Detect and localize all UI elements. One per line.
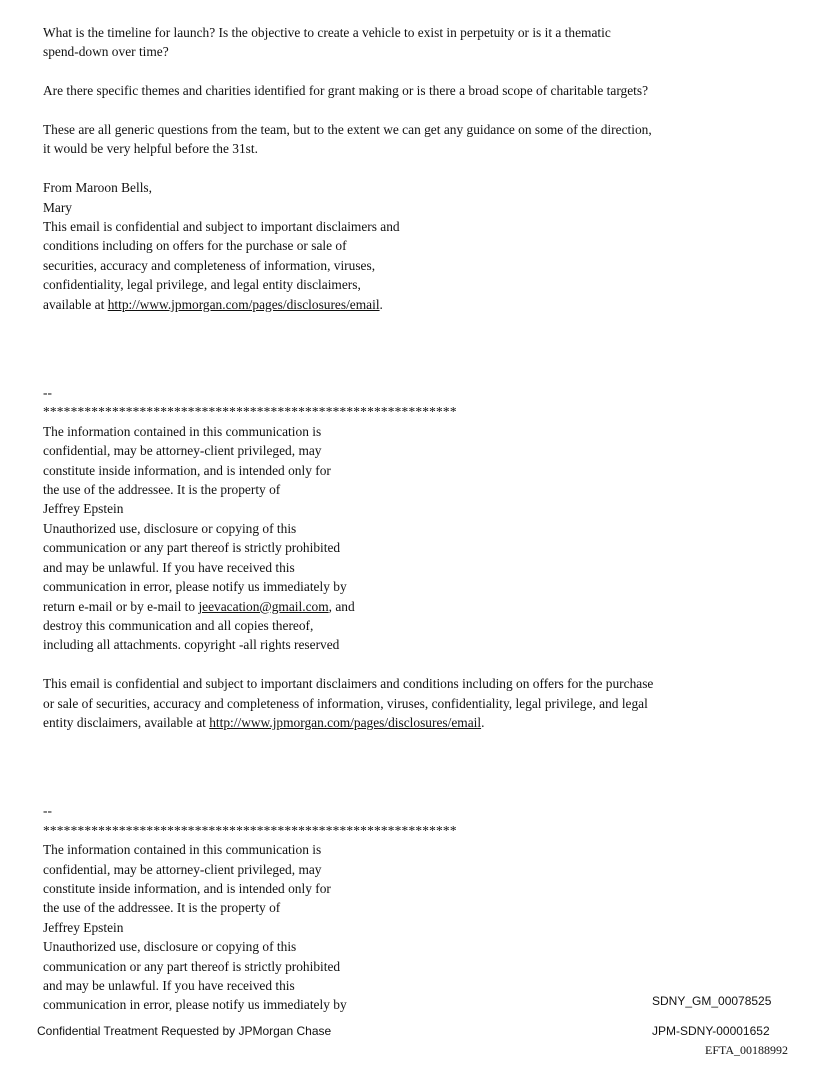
privilege-notice-line: constitute inside information, and is intended only for	[43, 462, 331, 478]
privilege-notice-line: the use of the addressee. It is the property of	[43, 482, 281, 498]
separator-stars: ************************************************************	[43, 404, 457, 420]
privilege-notice-line: and may be unlawful. If you have received this	[43, 559, 295, 575]
bates-sdny-gm: SDNY_GM_00078525	[652, 994, 772, 1008]
notice-email-link[interactable]: jeevacation@gmail.com	[198, 598, 329, 614]
privilege-notice-line: Jeffrey Epstein	[43, 919, 124, 935]
privilege-notice-line: The information contained in this communication is	[43, 842, 322, 858]
privilege-notice-line: The information contained in this communication is	[43, 423, 322, 439]
email-body	[43, 23, 763, 1015]
privilege-notice-line: the use of the addressee. It is the property of	[43, 900, 281, 916]
privilege-notice-line: including all attachments. copyright -all rights reserved	[43, 637, 340, 653]
privilege-notice-line: constitute inside information, and is intended only for	[43, 880, 331, 896]
jpm-disclosures-link[interactable]: http://www.jpmorgan.com/pages/disclosures/email	[107, 296, 380, 312]
privilege-notice-line: Jeffrey Epstein	[43, 501, 124, 517]
question-timeline-cont: spend-down over time?	[43, 44, 169, 60]
notice-suffix: , and	[328, 598, 355, 614]
privilege-notice-line: communication in error, please notify us immediately by	[43, 579, 347, 595]
bates-efta: EFTA_00188992	[705, 1043, 789, 1057]
generic-questions-note-cont: it would be very helpful before the 31st.	[43, 141, 258, 157]
confidential-footer: Confidential Treatment Requested by JPMorgan Chase	[37, 1024, 332, 1038]
privilege-notice-line: confidential, may be attorney-client privileged, may	[43, 861, 322, 877]
privilege-notice-line: destroy this communication and all copies thereof,	[43, 617, 314, 633]
signoff-from: From Maroon Bells,	[43, 180, 152, 196]
jpm-disclaimer-line	[43, 295, 763, 314]
bates-jpm: JPM-SDNY-00001652	[652, 1024, 770, 1038]
jpm-disclaimer-line: This email is confidential and subject to important disclaimers and	[43, 219, 400, 235]
disclaimer-long-suffix: .	[481, 714, 485, 730]
privilege-notice-line	[43, 597, 763, 616]
privilege-notice-line: communication or any part thereof is strictly prohibited	[43, 540, 341, 556]
jpm-disclaimer-long-line: This email is confidential and subject to important disclaimers and conditions including on offers for the purchase	[43, 676, 654, 692]
privilege-notice-line: confidential, may be attorney-client privileged, may	[43, 443, 322, 459]
disclaimer-long-prefix: entity disclaimers, available at	[43, 714, 210, 730]
jpm-disclaimer-line: securities, accuracy and completeness of information, viruses,	[43, 257, 376, 273]
signoff-name: Mary	[43, 199, 73, 215]
separator-dashes: --	[43, 385, 52, 401]
jpm-disclaimer-long-line	[43, 713, 763, 732]
generic-questions-note: These are all generic questions from the team, but to the extent we can get any guidance on some of the direction,	[43, 122, 652, 137]
privilege-notice-line: Unauthorized use, disclosure or copying of this	[43, 520, 297, 536]
separator-stars: ************************************************************	[43, 822, 457, 838]
privilege-notice-line: communication or any part thereof is strictly prohibited	[43, 958, 341, 974]
jpm-disclosures-link-2[interactable]: http://www.jpmorgan.com/pages/disclosures/email	[209, 714, 482, 730]
separator-dashes: --	[43, 803, 52, 819]
jpm-disclaimer-line: confidentiality, legal privilege, and legal entity disclaimers,	[43, 277, 361, 293]
notice-prefix: return e-mail or by e-mail to	[43, 598, 199, 614]
privilege-notice-line: and may be unlawful. If you have received this	[43, 978, 295, 993]
disclaimer-suffix: .	[379, 296, 383, 312]
jpm-disclaimer-line: conditions including on offers for the purchase or sale of	[43, 238, 347, 254]
jpm-disclaimer-long-line: or sale of securities, accuracy and completeness of information, viruses, confidentiality, legal privilege, and legal	[43, 695, 648, 711]
disclaimer-prefix: available at	[43, 296, 108, 312]
privilege-notice-line: communication in error, please notify us immediately by	[43, 997, 347, 1013]
privilege-notice-line: Unauthorized use, disclosure or copying of this	[43, 939, 297, 955]
question-themes: Are there specific themes and charities identified for grant making or is there a broad scope of charitable targets?	[43, 83, 649, 99]
question-timeline: What is the timeline for launch? Is the objective to create a vehicle to exist in perpetuity or is it a thematic	[43, 25, 611, 40]
